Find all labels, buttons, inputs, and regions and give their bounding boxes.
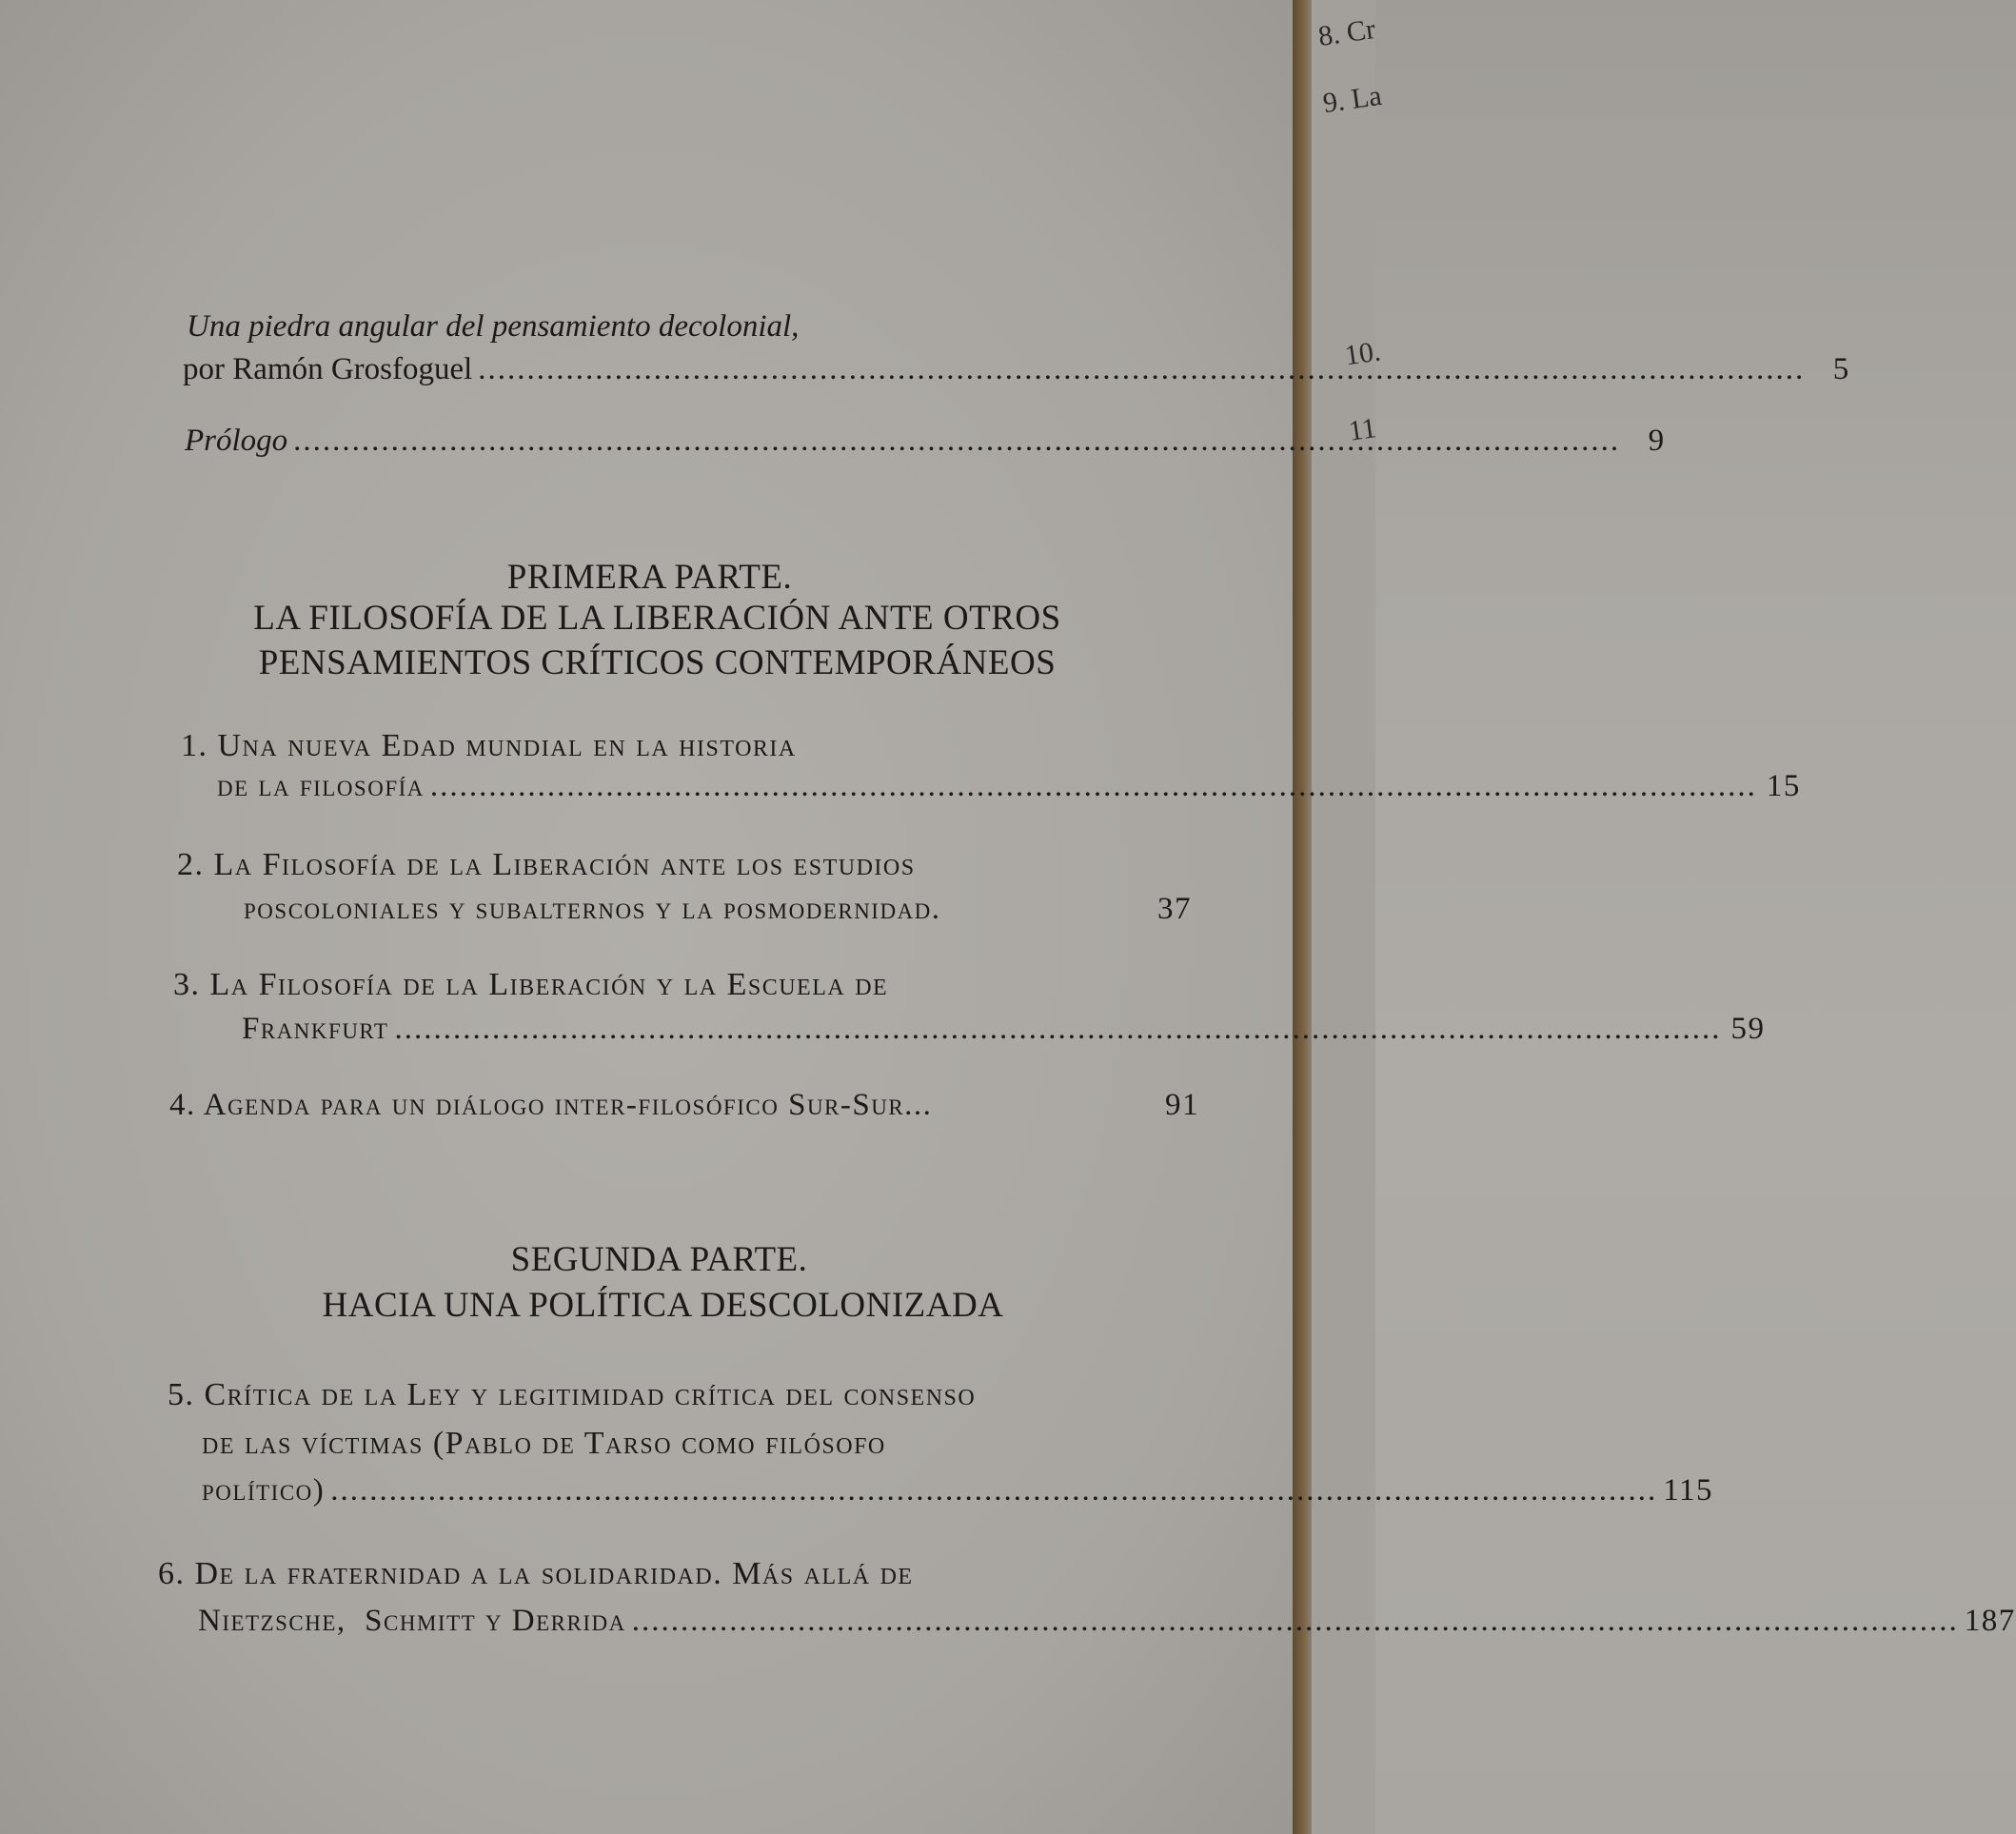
toc-page-number: 5 [1832,352,1849,386]
toc-page-number: 187 [1964,1604,2016,1638]
toc-entry [198,1604,2016,1639]
toc-chapter [158,1556,914,1592]
facing-page-entry: 10. [1342,335,1383,372]
toc-page-number: 37 [1157,892,1192,926]
chapter-title: Nietzsche, Schmitt y Derrida [198,1604,626,1638]
chapter-number: 1. [181,728,208,763]
chapter-title: De la fraternidad a la solidaridad. Más allá de [194,1556,914,1591]
toc-entry-title: Una piedra angular del pensamiento decolonial, [187,309,800,344]
chapter-title: de la filosofía [217,769,425,803]
toc-chapter [181,728,797,764]
chapter-title: Crítica de la Ley y legitimidad crítica del consenso [204,1377,977,1412]
chapter-title: Una nueva Edad mundial en la historia [217,728,797,763]
book-gutter [1293,0,1314,1834]
dot-leader [430,769,1757,804]
toc-entry [242,1012,1766,1047]
part-heading: PENSAMIENTOS CRÍTICOS CONTEMPORÁNEOS [258,643,1057,682]
facing-page [1312,0,1375,1834]
dot-leader [330,1473,1657,1509]
toc-entry [169,1088,1199,1123]
chapter-number: 6. [158,1556,186,1591]
chapter-number: 2. [177,847,205,882]
part-heading: PRIMERA PARTE. [506,558,793,597]
dot-leader [632,1604,1959,1639]
toc-page-number: 59 [1730,1012,1766,1046]
toc-chapter [168,1377,976,1413]
chapter-title: de las víctimas (Pablo de Tarso como filósofo [202,1426,886,1461]
toc-entry-title: por Ramón Grosfoguel [183,352,473,386]
toc-page-number: 15 [1766,769,1801,803]
toc-page-number: 9 [1648,424,1665,458]
dot-leader [394,1012,1721,1047]
chapter-number: 4. [169,1088,196,1122]
toc-chapter [173,967,888,1003]
chapter-title: La Filosofía de la Liberación y la Escuela de [209,967,889,1002]
facing-page-entry: 9. La [1320,79,1384,120]
toc-entry [244,892,1192,927]
chapter-title: poscoloniales y subalternos y la posmodernidad. [244,892,941,926]
toc-chapter [177,847,916,883]
chapter-title: Frankfurt [242,1012,389,1046]
part-heading: LA FILOSOFÍA DE LA LIBERACIÓN ANTE OTROS [253,599,1061,638]
toc-entry-title: Prólogo [185,424,288,458]
dot-leader [293,424,1620,459]
chapter-title: político) [202,1473,326,1508]
part-heading: SEGUNDA PARTE. [510,1240,808,1279]
toc-page-number: 91 [1165,1088,1199,1122]
chapter-number: 5. [168,1377,195,1412]
part-heading: HACIA UNA POLÍTICA DESCOLONIZADA [322,1286,1004,1325]
facing-page-entry: 8. Cr [1315,12,1377,53]
chapter-title: La Filosofía de la Liberación ante los estudios [213,847,916,882]
chapter-number: 3. [173,967,201,1002]
toc-page-number: 115 [1663,1473,1714,1508]
dot-leader [478,352,1805,387]
toc-entry [202,1473,1714,1509]
toc-entry [217,769,1801,804]
chapter-title: Agenda para un diálogo inter-filosófico Sur-Sur... [203,1088,933,1122]
facing-page-entry: 11 [1346,412,1378,447]
